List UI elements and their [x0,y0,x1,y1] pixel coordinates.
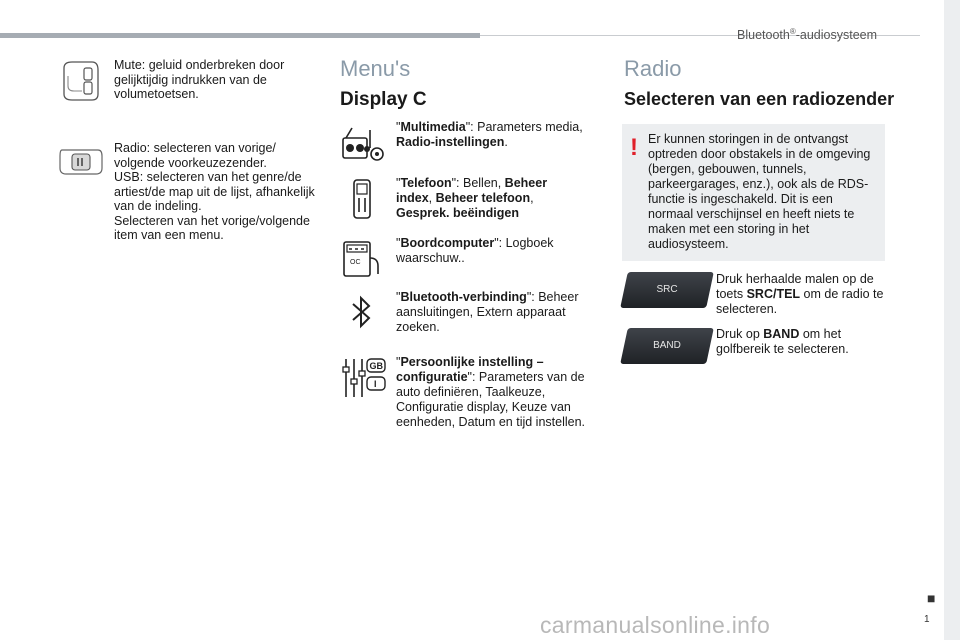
warning-text: Er kunnen storingen in de ontvangst optreden door obstakels in de omgeving (bergen, gebouwen, tunnels, parkeergarages, enz.), ook als de RDS-functie is ingeschakeld. Dit is een normaal verschijnsel en heeft niets te maken met een storing in het audiosysteem. [648,132,871,251]
page-number: 1 [924,614,930,625]
oc-icon-label: OC [350,259,361,266]
menus-heading: Menu's [340,56,411,81]
mute-description: Mute: geluid onderbreken door gelijktijdig indrukken van de volumetoetsen. [114,58,285,101]
src-button-image: SRC [620,272,714,308]
steering-control-radio-icon [58,144,104,183]
settings-sliders-icon [340,355,388,403]
radio-heading: Radio [624,56,682,81]
page-edge-strip [944,0,960,640]
radio-subheading: Selecteren van een radiozender [624,89,895,109]
band-button-image: BAND [620,328,714,364]
page-header: Bluetooth®-audiosysteem [737,27,878,43]
watermark: carmanualsonline.info [540,612,771,638]
multimedia-text: "Multimedia": Parameters media, Radio-instellingen. [396,120,583,149]
persoonlijke-instelling-text: "Persoonlijke instelling – configuratie": Parameters van de auto definiëren, Taalkeuze, Configuratie display, Keuze van eenheden, Datum en tijd instellen. [396,355,586,429]
steering-control-mute-icon [58,58,102,109]
i-icon-label: I [374,379,377,389]
boordcomputer-text: "Boordcomputer": Logboek waarschuw.. [396,236,554,265]
telefoon-text: "Telefoon": Bellen, Beheer index, Beheer telefoon, Gesprek. beëindigen [396,176,548,220]
gb-icon-label: GB [369,361,383,371]
top-rule-bar [0,33,480,38]
phone-icon [340,176,384,220]
end-of-section-mark: ■ [927,590,936,606]
src-instruction: Druk herhaalde malen op de toets SRC/TEL om de radio te selecteren. [716,272,884,316]
bluetooth-text: "Bluetooth-verbinding": Beheer aansluitingen, Extern apparaat zoeken. [396,290,579,334]
steering-controls-column [50,56,320,261]
bluetooth-icon [340,290,384,334]
display-c-heading: Display C [340,89,427,110]
band-instruction: Druk op BAND om het golfbereik te selecteren. [716,327,849,356]
multimedia-icon [340,120,384,164]
trip-computer-icon [340,236,384,280]
radio-description: Radio: selecteren van vorige/ volgende voorkeuzezender. USB: selecteren van het genre/de artiest/de map uit de lijst, afhankelijk van de indeling. Selecteren van het vorige/volgende item van een menu. [114,141,315,242]
warning-icon: ! [630,134,638,161]
warning-box [622,124,885,261]
